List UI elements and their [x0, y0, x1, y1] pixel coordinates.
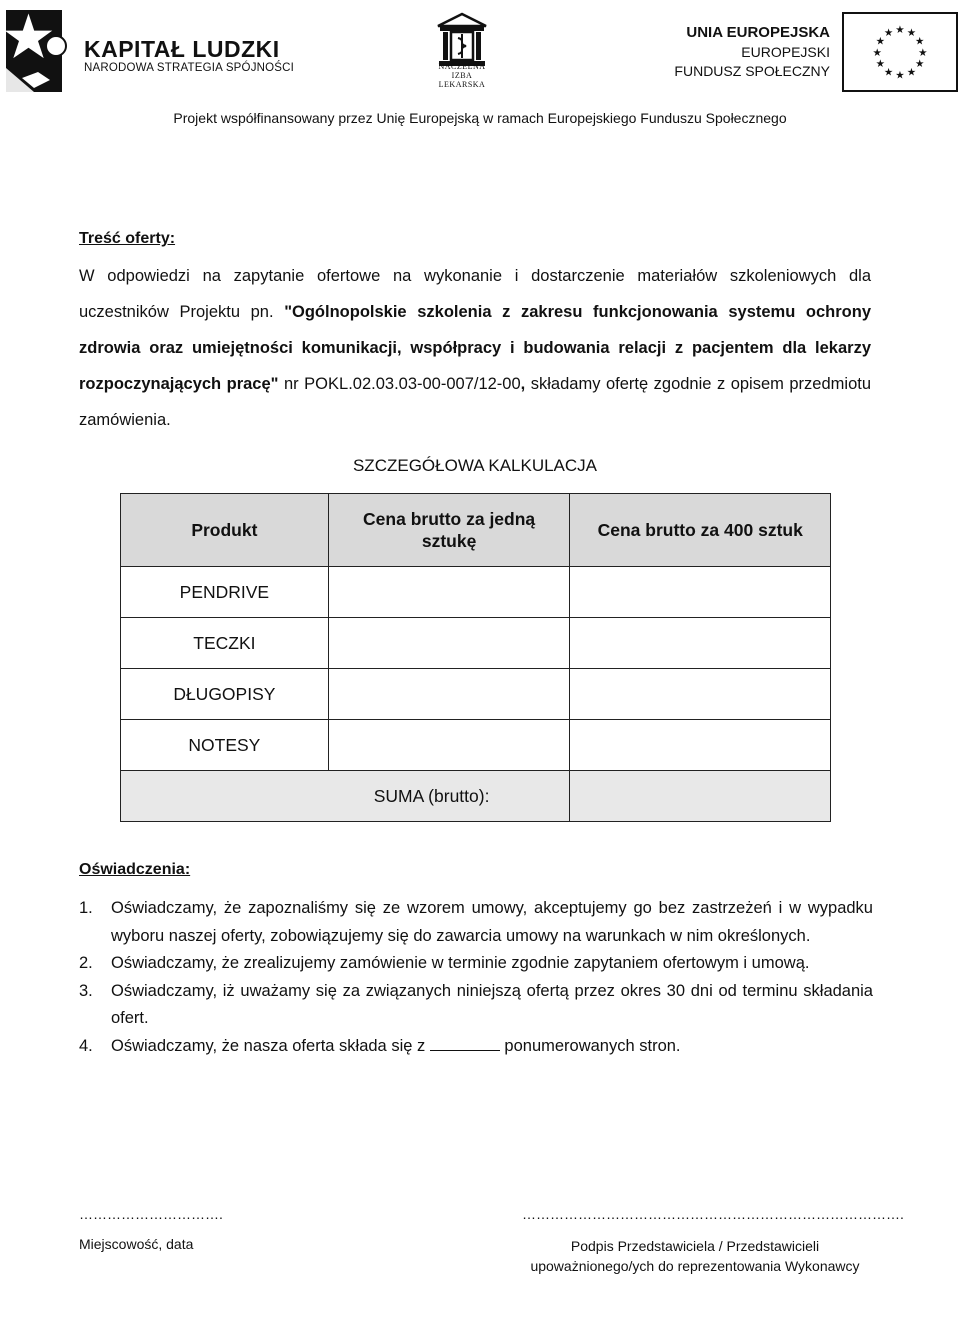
- signature-label-line-1: Podpis Przedstawiciela / Przedstawicieli: [570, 1238, 820, 1254]
- sum-row: [121, 771, 831, 822]
- declaration-text-before: Oświadczamy, że nasza oferta składa się z: [111, 1036, 430, 1055]
- kapital-ludzki-logo: [4, 8, 84, 94]
- signature-dots: ……………………………………………………………………….: [522, 1206, 904, 1222]
- offer-text-comma: ,: [520, 375, 526, 393]
- eu-star-icon: ★: [895, 70, 905, 82]
- declarations-list: [79, 895, 873, 1060]
- product-cell: TECZKI: [121, 618, 329, 669]
- offer-project-title: "Ogólnopolskie szkolenia z zakresu funkcjonowania systemu ochrony zdrowia oraz umiejętności komunikacji, współpracy i budowania relacji z pacjentem dla lekarzy rozpoczynających pracę": [79, 303, 871, 393]
- declaration-text: Oświadczamy, że zapoznaliśmy się ze wzorem umowy, akceptujemy go bez zastrzeżeń i w wypadku wyboru naszej oferty, zobowiązujemy się do zawarcia umowy na warunkach w nim określonych.: [111, 899, 873, 945]
- eu-flag-icon: [842, 12, 958, 92]
- ue-title: UNIA EUROPEJSKA: [686, 24, 830, 41]
- eu-star-icon: ★: [915, 36, 925, 48]
- list-item: [79, 895, 873, 950]
- table-row: [121, 669, 831, 720]
- declaration-number: 3.: [79, 981, 93, 1000]
- table-row: [121, 618, 831, 669]
- declaration-number: 2.: [79, 954, 93, 972]
- declarations-heading: Oświadczenia:: [79, 861, 191, 878]
- col-header-total-price: Cena brutto za 400 sztuk: [570, 494, 831, 567]
- signature-label: [500, 1236, 890, 1276]
- page-count-field[interactable]: [430, 1034, 500, 1051]
- place-date-label: Miejscowość, data: [79, 1236, 194, 1252]
- cofinanced-line: Projekt współfinansowany przez Unię Europejską w ramach Europejskiego Funduszu Społecznego: [173, 110, 787, 126]
- eu-star-icon: ★: [906, 28, 917, 40]
- eu-star-icon: ★: [875, 59, 885, 71]
- declaration-text: Oświadczamy, że zrealizujemy zamówienie w terminie zgodnie zapytaniem ofertowym i umową.: [111, 954, 810, 972]
- declaration-number: 1.: [79, 899, 93, 917]
- table-row: [121, 567, 831, 618]
- offer-paragraph: [79, 258, 871, 438]
- ue-line-2: EUROPEJSKI: [741, 44, 830, 60]
- offer-text-3: składamy ofertę zgodnie z opisem przedmiotu zamówienia.: [79, 375, 872, 429]
- total-price-cell[interactable]: [570, 669, 831, 720]
- eu-star-icon: ★: [906, 67, 917, 79]
- total-price-cell[interactable]: [570, 720, 831, 771]
- eu-star-icon: ★: [883, 67, 894, 79]
- kapital-ludzki-title: KAPITAŁ LUDZKI: [84, 36, 280, 62]
- kapital-ludzki-subtitle: NARODOWA STRATEGIA SPÓJNOŚCI: [84, 62, 295, 74]
- sum-label: SUMA (brutto):: [121, 771, 570, 822]
- table-title: SZCZEGÓŁOWA KALKULACJA: [352, 456, 598, 475]
- nil-text-line-2: IZBA LEKARSKA: [438, 71, 486, 89]
- ue-line-3: FUNDUSZ SPOŁECZNY: [674, 63, 830, 79]
- table-header-row: [121, 494, 831, 567]
- place-date-dots: ………………………….: [79, 1206, 223, 1222]
- product-cell: NOTESY: [121, 720, 329, 771]
- table-row: [121, 720, 831, 771]
- eu-star-icon: ★: [915, 59, 925, 71]
- total-price-cell[interactable]: [570, 567, 831, 618]
- product-cell: DŁUGOPISY: [121, 669, 329, 720]
- declaration-number: 4.: [79, 1036, 93, 1055]
- signature-label-line-2: upoważnionego/ych do reprezentowania Wykonawcy: [530, 1258, 860, 1274]
- declaration-text: Oświadczamy, iż uważamy się za związanych niniejszą ofertą przez okres 30 dni od terminu składania ofert.: [111, 981, 873, 1027]
- eu-star-icon: ★: [875, 36, 885, 48]
- declaration-text-after: ponumerowanych stron.: [499, 1036, 681, 1055]
- nil-text-line-1: NACZELNA: [438, 62, 486, 71]
- col-header-unit-price-label: Cena brutto za jedną sztukę: [363, 509, 536, 551]
- eu-star-icon: ★: [883, 28, 894, 40]
- naczelna-izba-lekarska-text: [430, 62, 494, 89]
- col-header-product: Produkt: [121, 494, 329, 567]
- list-item: [79, 978, 873, 1033]
- list-item: [79, 950, 873, 978]
- list-item: [79, 1033, 873, 1061]
- sum-value-cell[interactable]: [570, 771, 831, 822]
- unit-price-cell[interactable]: [328, 669, 570, 720]
- product-cell: PENDRIVE: [121, 567, 329, 618]
- eu-star-icon: ★: [918, 47, 928, 59]
- offer-text-1: W odpowiedzi na zapytanie ofertowe na wykonanie i dostarczenie materiałów szkoleniowych dla uczestników Projektu pn.: [79, 267, 871, 321]
- total-price-cell[interactable]: [570, 618, 831, 669]
- unit-price-cell[interactable]: [328, 567, 570, 618]
- col-header-unit-price: [328, 494, 570, 567]
- offer-text-2: nr POKL.02.03.03-00-007/12-00: [278, 375, 521, 393]
- calculation-table: [120, 493, 831, 822]
- eu-star-icon: ★: [872, 47, 882, 59]
- eu-star-icon: ★: [895, 25, 905, 36]
- unit-price-cell[interactable]: [328, 720, 570, 771]
- unit-price-cell[interactable]: [328, 618, 570, 669]
- offer-heading: Treść oferty:: [79, 230, 176, 247]
